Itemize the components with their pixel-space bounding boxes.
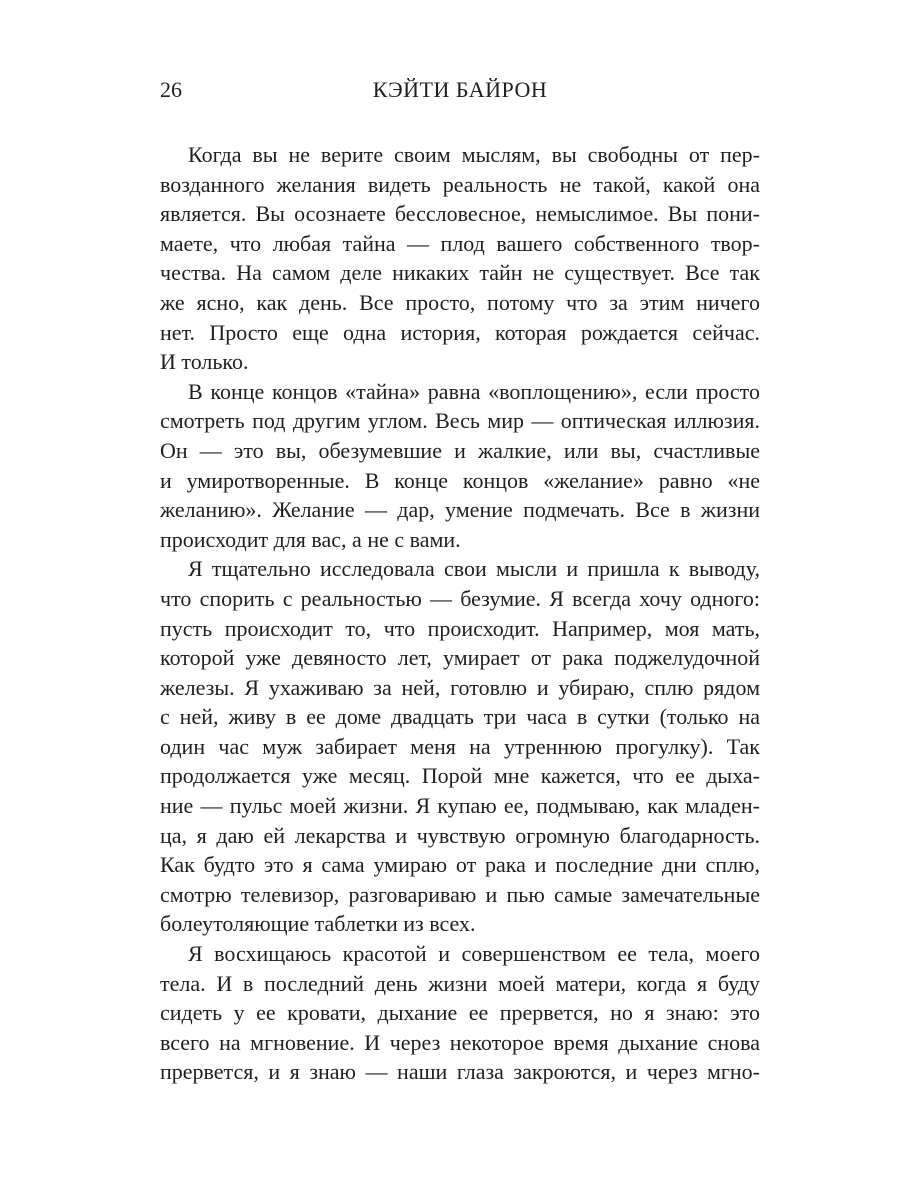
text-line: маете, что любая тайна — плод вашего собственного твор- [160, 230, 760, 256]
text-line: ца, я даю ей лекарства и чувствую огромную благодарность. [160, 822, 760, 848]
text-line: нет. Просто еще одна история, которая рождается сейчас. [160, 319, 760, 345]
text-line: смотрю телевизор, разговариваю и пью самые замечательные [160, 881, 760, 907]
text-line: с ней, живу в ее доме двадцать три часа в сутки (только на [160, 704, 760, 730]
page-number: 26 [160, 77, 182, 102]
paragraph [160, 554, 760, 939]
text-line: Как будто это я сама умираю от рака и последние дни сплю, [160, 852, 760, 878]
body-text [160, 140, 760, 1087]
text-line: один час муж забирает меня на утреннюю прогулку). Так [160, 733, 760, 759]
text-line: и умиротворенные. В конце концов «желание» равно «не [160, 467, 760, 493]
text-line: продолжается уже месяц. Порой мне кажется, что ее дыха- [160, 763, 760, 789]
text-line: желанию». Желание — дар, умение подмечать. Все в жизни [160, 497, 760, 523]
paragraph [160, 377, 760, 555]
text-line: Я восхищаюсь красотой и совершенством ее тела, моего [188, 941, 760, 967]
text-line: является. Вы осознаете бессловесное, немыслимое. Вы пони- [160, 201, 760, 227]
text-line: возданного желания видеть реальность не такой, какой она [160, 171, 760, 197]
text-line: всего на мгновение. И через некоторое время дыхание снова [160, 1029, 760, 1055]
text-line: Я тщательно исследовала свои мысли и пришла к выводу, [188, 556, 760, 582]
text-line: железы. Я ухаживаю за ней, готовлю и убираю, сплю рядом [160, 674, 760, 700]
text-line: ние — пульс моей жизни. Я купаю ее, подмываю, как младен- [160, 793, 760, 819]
text-line: чества. На самом деле никаких тайн не существует. Все так [160, 260, 760, 286]
text-line: смотреть под другим углом. Весь мир — оптическая иллюзия. [160, 408, 760, 434]
text-line: Он — это вы, обезумевшие и жалкие, или вы, счастливые [160, 437, 760, 463]
text-line: В конце концов «тайна» равна «воплощению», если просто [188, 378, 760, 404]
text-line: прервется, и я знаю — наши глаза закроются, и через мгно- [160, 1059, 760, 1085]
text-line: сидеть у ее кровати, дыхание ее прервется, но я знаю: это [160, 1000, 760, 1026]
text-line: же ясно, как день. Все просто, потому что за этим ничего [160, 289, 760, 315]
text-line: Когда вы не верите своим мыслям, вы свободны от пер- [188, 142, 760, 167]
running-head-author: КЭЙТИ БАЙРОН [372, 77, 548, 102]
text-line: тела. И в последний день жизни моей матери, когда я буду [160, 970, 760, 996]
text-line: И только. [160, 349, 249, 375]
paragraph [160, 140, 760, 377]
text-line: происходит для вас, а не с вами. [160, 526, 461, 552]
paragraph [160, 939, 760, 1087]
text-line: болеутоляющие таблетки из всех. [160, 911, 476, 937]
text-line: пусть происходит то, что происходит. Например, моя мать, [160, 615, 760, 641]
running-head [160, 74, 760, 106]
text-line: которой уже девяносто лет, умирает от рака поджелудочной [160, 645, 760, 671]
text-line: что спорить с реальностью — безумие. Я всегда хочу одного: [160, 585, 760, 611]
